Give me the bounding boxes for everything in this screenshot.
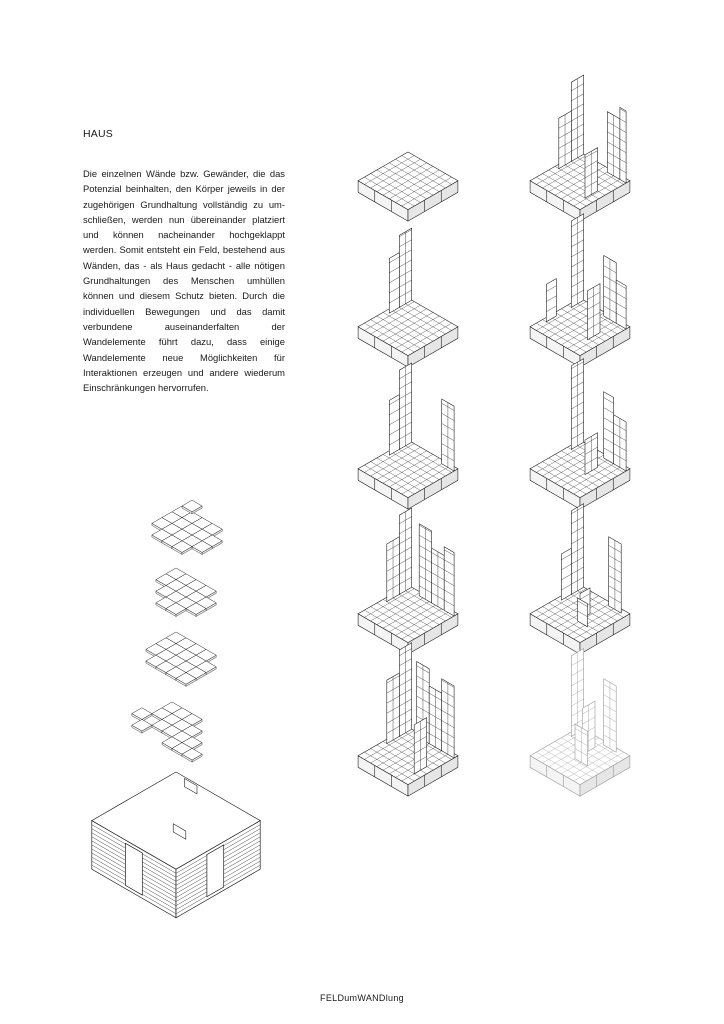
- body-paragraph: Die einzelnen Wände bzw. Gewänder, die das Potenzial beinhalten, den Körper jeweils in der zugehörigen Grundhaltung vollständig zu umschließen, werden nun übereinander platziert und können nacheinander hochgeklappt werden. Somit entsteht ein Feld, bestehend aus Wänden, das - als Haus gedacht - alle nötigen Grundhaltungen des Menschen umhüllen können und diesem Schutz bieten. Durch die individuellen Bewegungen und das damit verbundene auseinanderfalten der Wandelemente führt dazu, dass einige Wandelemente neue Möglichkeiten für Interaktionen erzeugen und andere wiederum Einschränkungen hervorrufen.: [83, 168, 285, 394]
- exploded-layer-2: [156, 568, 216, 617]
- fold-step-9: [358, 643, 458, 796]
- wall-panel: [561, 548, 571, 600]
- exploded-layer-4: [132, 702, 202, 762]
- exploded-layer-3: [146, 632, 216, 686]
- fold-step-8: [530, 504, 630, 654]
- fold-step-2: [530, 75, 630, 221]
- fold-step-1: [358, 152, 458, 221]
- fold-sequence-drawings: [358, 75, 630, 796]
- exploded-layer-1: [152, 500, 222, 554]
- wall-panel: [620, 107, 626, 183]
- fold-step-7: [358, 508, 458, 654]
- wall-panel: [444, 547, 454, 616]
- fold-step-3: [358, 228, 458, 367]
- wall-panel: [546, 279, 556, 322]
- fold-step-6: [530, 359, 630, 510]
- fold-step-10: [530, 649, 630, 797]
- fold-step-4: [530, 214, 630, 367]
- exploded-axonometric-drawing: [92, 500, 260, 918]
- wall-panel: [616, 280, 626, 329]
- page-title: HAUS: [83, 128, 113, 140]
- footer-label: FELDumWANDlung: [320, 993, 404, 1003]
- exploded-base-block: [92, 772, 260, 918]
- fold-step-5: [358, 363, 458, 509]
